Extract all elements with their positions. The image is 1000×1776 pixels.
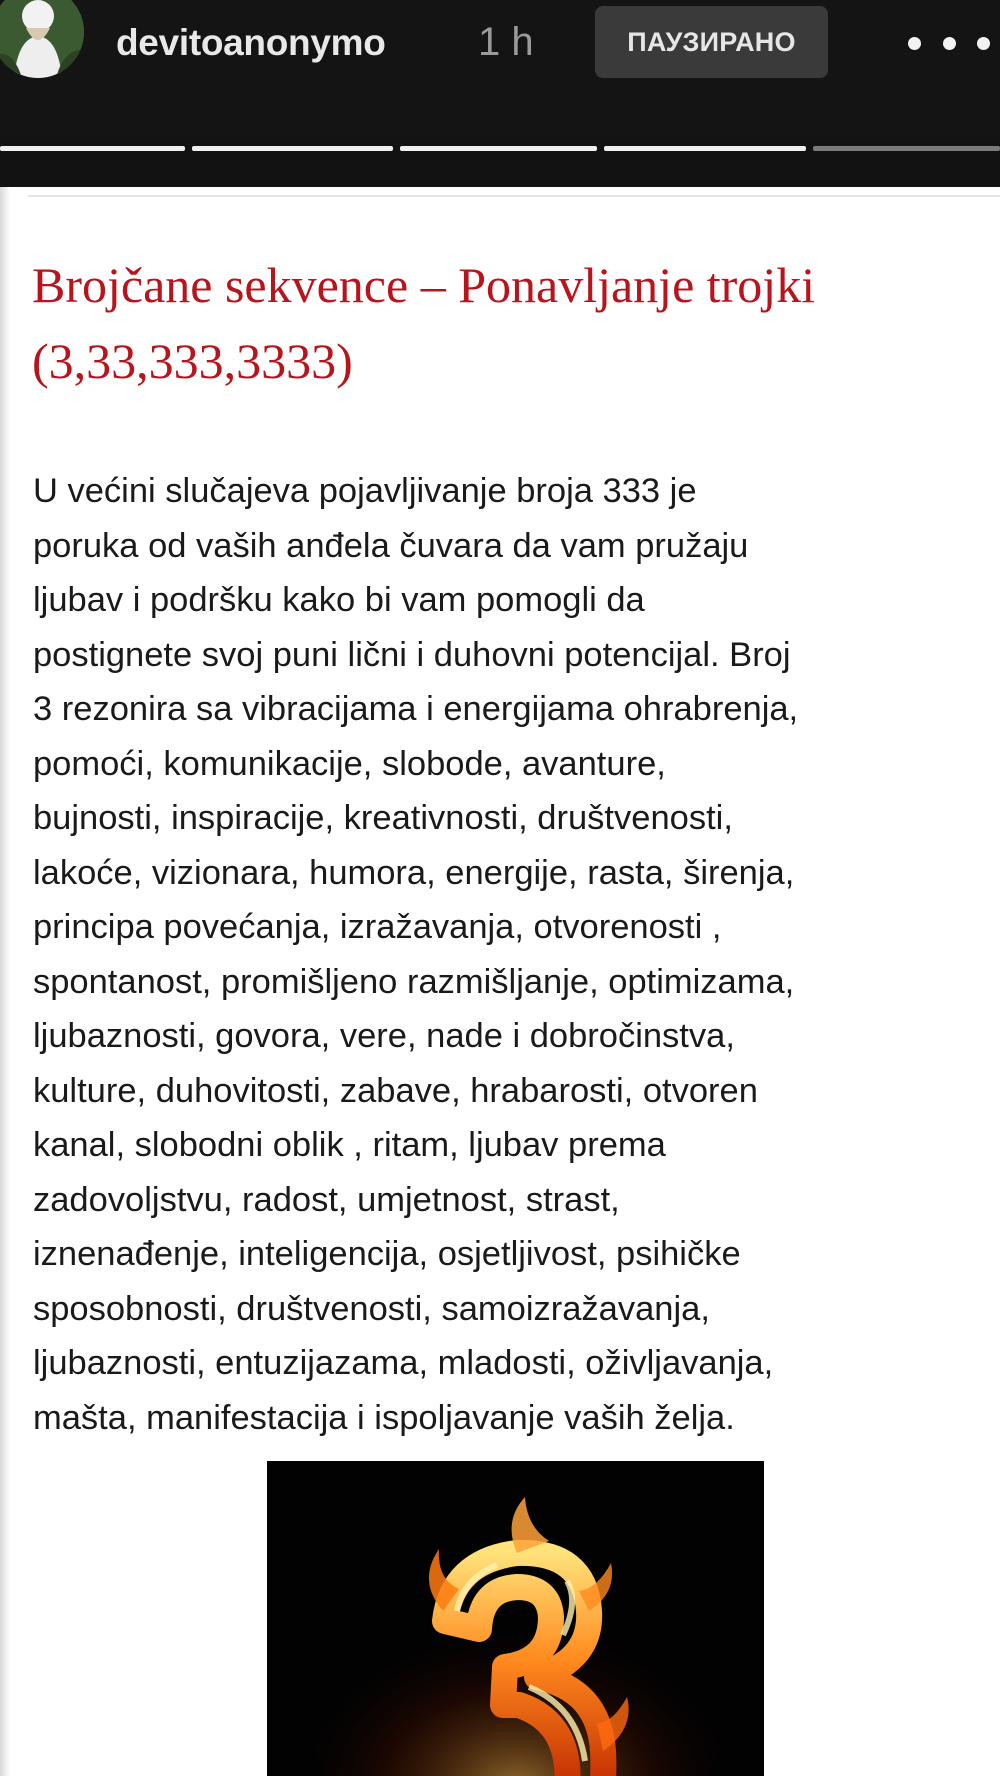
story-content[interactable] (0, 187, 1000, 1776)
more-options-button[interactable] (908, 26, 990, 60)
progress-segment (192, 146, 393, 151)
story-header (0, 0, 1000, 140)
paused-badge[interactable]: ПАУЗИРАНО (595, 6, 828, 78)
content-edge-shadow (0, 187, 10, 1776)
content-divider (28, 195, 1000, 197)
flaming-three-image (267, 1461, 764, 1776)
progress-segment-current (813, 146, 1000, 151)
username[interactable]: devitoanonymo (116, 22, 386, 63)
more-dot-icon (908, 37, 921, 50)
article-title: Brojčane sekvence – Ponavljanje trojki (3,33,333,3333) (32, 257, 816, 389)
flaming-three-icon (267, 1461, 764, 1776)
progress-segment (0, 146, 185, 151)
article-body: U većini slučajeva pojavljivanje broja 333 je poruka od vaših anđela čuvara da vam pružaju ljubav i podršku kako bi vam pomogli da postignete svoj puni lični i duhovni potencijal. Broj 3 rezonira sa vibracijama i energijama ohrabrenja, pomoći, komunikacije, slobode, avanture, bujnosti, inspiracije, kreativnosti, društvenosti, lakoće, vizionara, humora, energije, rasta, širenja, principa povećanja, izražavanja, otvorenosti , spontanost, promišljeno razmišljanje, optimizama, ljubaznosti, govora, vere, nade i dobročinstva, kulture, duhovitosti, zabave, hrabarosti, otvoren kanal, slobodni oblik , ritam, ljubav prema zadovoljstvu, radost, umjetnost, strast, iznenađenje, inteligencija, osjetljivost, psihičke sposobnosti, društvenosti, samoizražavanja, ljubaznosti, entuzijazama, mladosti, oživljavanja, mašta, manifestacija i ispoljavanje vaših želja. (33, 472, 799, 1437)
progress-segment (400, 146, 597, 151)
user-avatar[interactable] (0, 0, 84, 78)
progress-segment (604, 146, 806, 151)
more-dot-icon (977, 37, 990, 50)
avatar-icon (0, 0, 84, 78)
time-ago: 1 h (478, 20, 534, 64)
more-dot-icon (943, 37, 956, 50)
story-progress (0, 146, 1000, 151)
